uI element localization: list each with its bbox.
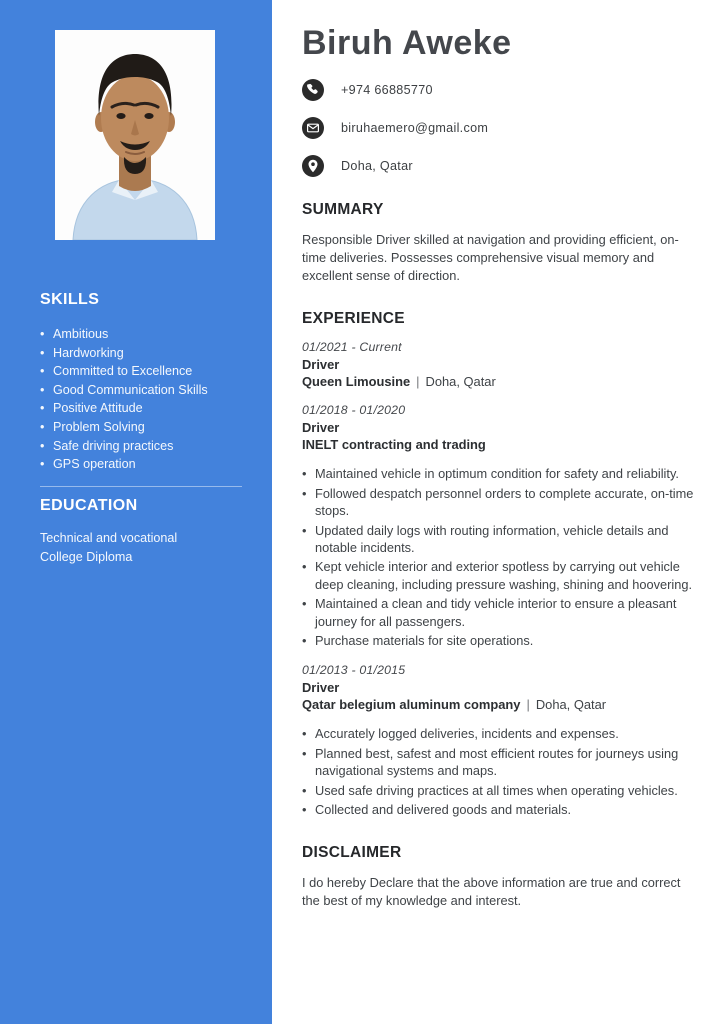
job-bullet: • Purchase materials for site operations. (302, 632, 698, 649)
education-title: EDUCATION (40, 497, 138, 514)
job-company: Qatar belegium aluminum company (302, 697, 521, 713)
job-company: INELT contracting and trading (302, 437, 486, 453)
sidebar-divider (40, 486, 242, 487)
job-bullet: • Updated daily logs with routing information, vehicle details and notable incidents. (302, 522, 698, 557)
job-company-line (302, 697, 698, 712)
contact-row-email (302, 117, 698, 139)
job-bullet: • Maintained a clean and tidy vehicle interior to ensure a pleasant journey for all passengers. (302, 595, 698, 630)
sidebar (0, 0, 272, 1024)
job-separator: | (416, 374, 420, 390)
education-section (40, 497, 245, 567)
contact-row-phone (302, 79, 698, 101)
job-bullet-list (302, 465, 698, 649)
job-title: Driver (302, 357, 340, 373)
education-line: Technical and vocational (40, 531, 178, 545)
disclaimer-title: DISCLAIMER (302, 844, 402, 862)
job-location: Doha, Qatar (535, 697, 607, 713)
skills-title: SKILLS (40, 291, 100, 308)
job-entry (302, 340, 698, 389)
job-company-line (302, 374, 698, 389)
job-entry (302, 663, 698, 818)
disclaimer-text: I do hereby Declare that the above information are true and correct the best of my knowledge and interest. (302, 875, 681, 909)
skill-item: • Ambitious (40, 325, 245, 344)
portrait-illustration (55, 30, 215, 240)
summary-text: Responsible Driver skilled at navigation and providing efficient, on-time deliveries. Possesses comprehensive visual memory and excellent sense of direction. (302, 232, 679, 283)
main-column (272, 0, 724, 1024)
education-text (40, 529, 245, 567)
job-entry (302, 403, 698, 649)
profile-photo (55, 30, 215, 240)
job-title: Driver (302, 420, 340, 436)
education-line: College Diploma (40, 550, 133, 564)
job-bullet: • Kept vehicle interior and exterior spotless by carrying out vehicle deep cleaning, including pressure washing, shining and hoovering. (302, 558, 698, 593)
location-icon (302, 155, 324, 177)
summary-section (302, 201, 698, 284)
skill-item: • Hardworking (40, 344, 245, 363)
skill-item: • Committed to Excellence (40, 362, 245, 381)
disclaimer-section (302, 844, 698, 910)
job-dates: 01/2021 - Current (302, 340, 402, 355)
experience-section (302, 310, 698, 818)
skills-section (40, 291, 245, 474)
job-bullet: • Collected and delivered goods and materials. (302, 801, 698, 818)
job-bullet: • Followed despatch personnel orders to complete accurate, on-time stops. (302, 485, 698, 520)
job-dates: 01/2013 - 01/2015 (302, 663, 406, 678)
skills-list (40, 325, 245, 474)
person-name: Biruh Aweke (302, 24, 512, 62)
skill-item: • Good Communication Skills (40, 381, 245, 400)
summary-title: SUMMARY (302, 201, 384, 218)
skill-item: • Safe driving practices (40, 437, 245, 456)
phone-number: +974 66885770 (341, 83, 433, 97)
contact-list (302, 79, 698, 177)
experience-title: EXPERIENCE (302, 310, 405, 328)
job-company-line (302, 437, 698, 452)
email-icon (302, 117, 324, 139)
job-dates: 01/2018 - 01/2020 (302, 403, 406, 418)
job-bullet-list (302, 725, 698, 818)
location-text: Doha, Qatar (341, 159, 413, 173)
job-separator: | (526, 697, 530, 713)
job-bullet: • Accurately logged deliveries, incidents and expenses. (302, 725, 698, 742)
skill-item: • Positive Attitude (40, 399, 245, 418)
job-bullet: • Used safe driving practices at all times when operating vehicles. (302, 782, 698, 799)
job-bullet: • Planned best, safest and most efficient routes for journeys using navigational systems and maps. (302, 745, 698, 780)
job-company: Queen Limousine (302, 374, 411, 390)
email-address: biruhaemero@gmail.com (341, 121, 489, 135)
job-title: Driver (302, 680, 340, 696)
contact-row-location (302, 155, 698, 177)
phone-icon (302, 79, 324, 101)
skill-item: • GPS operation (40, 455, 245, 474)
job-bullet: • Maintained vehicle in optimum condition for safety and reliability. (302, 465, 698, 482)
job-location: Doha, Qatar (425, 374, 496, 390)
skill-item: • Problem Solving (40, 418, 245, 437)
